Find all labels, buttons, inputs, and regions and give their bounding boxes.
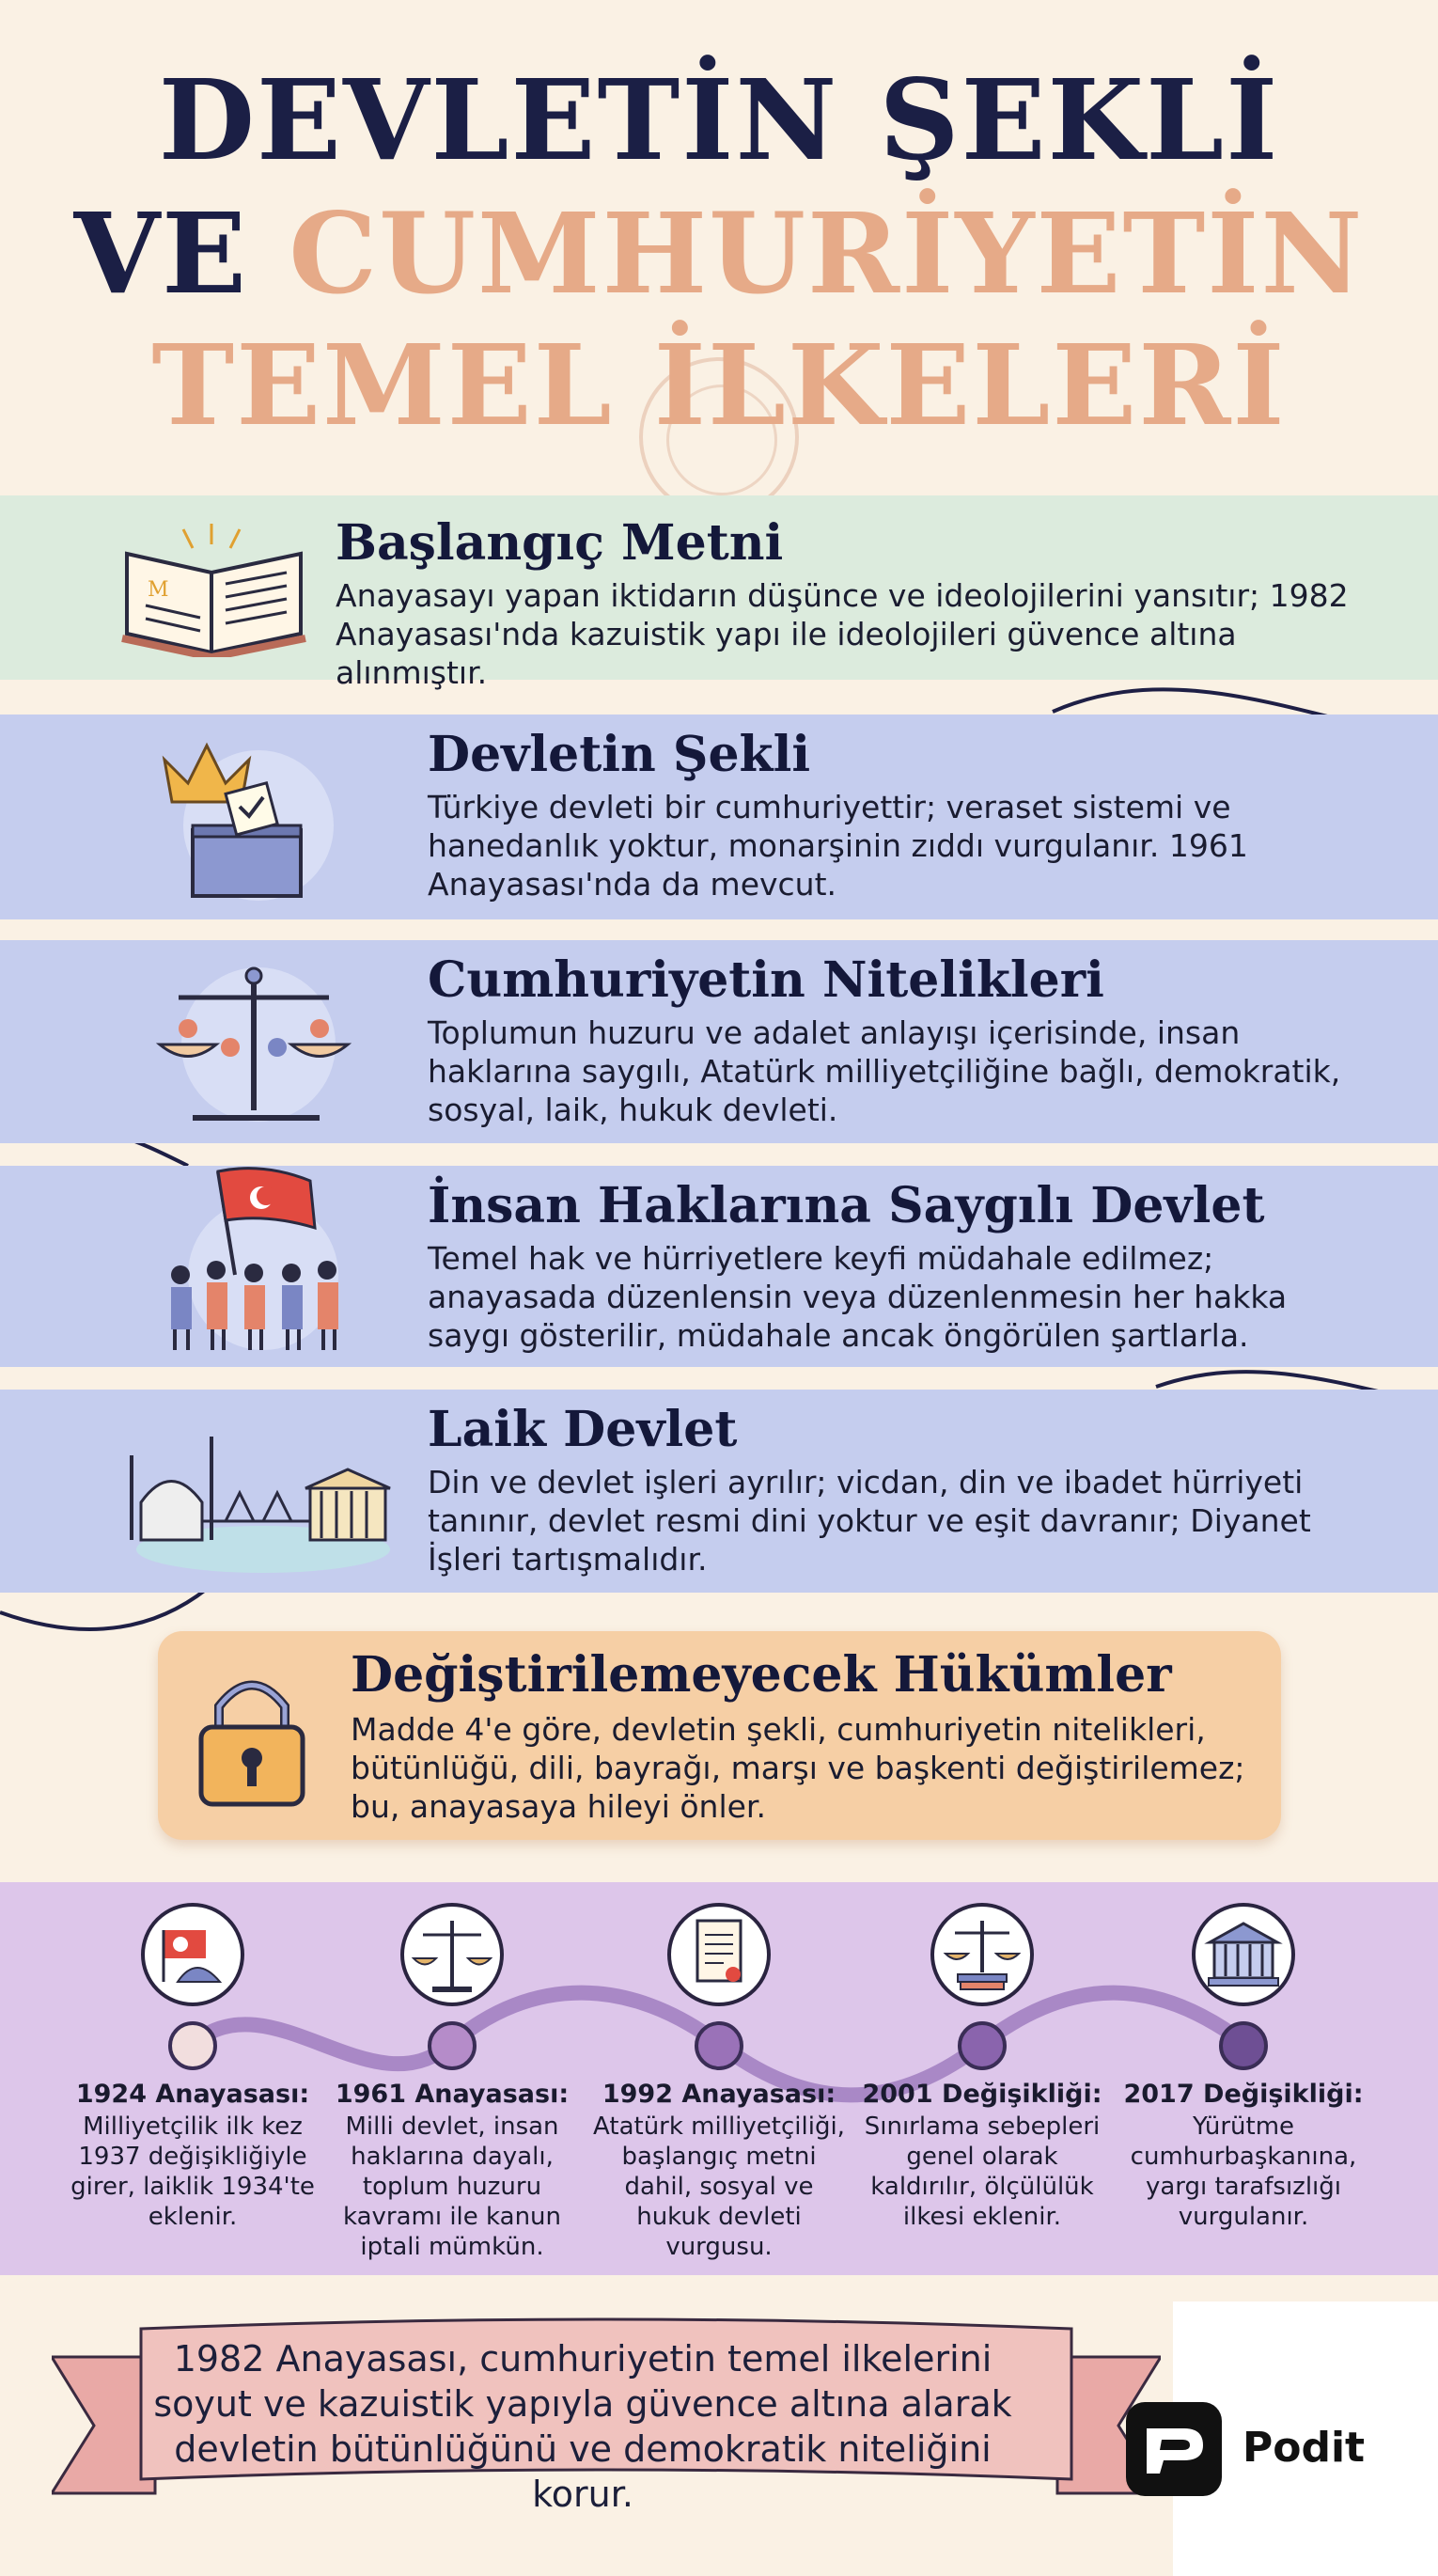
section-text: Toplumun huzuru ve adalet anlayışı içerisinde, insan haklarına saygılı, Atatürk milliyetçiliğine bağlı, demokratik, sosyal, laik, hukuk devleti.	[428, 1014, 1341, 1128]
section-text: Anayasayı yapan iktidarın düşünce ve ideolojilerini yansıtır; 1982 Anayasası'nda kazuistik yapı ile ideolojileri güvence altına alınmıştır.	[336, 577, 1349, 691]
section-devletin-sekli	[0, 715, 1438, 919]
padlock-icon	[195, 1669, 308, 1814]
section-heading: Başlangıç Metni	[336, 514, 784, 572]
section-text: Din ve devlet işleri ayrılır; vicdan, din ve ibadet hürriyeti tanınır, devlet resmi dini yoktur ve eşit davranır; Diyanet İşleri tartışmalıdır.	[428, 1464, 1311, 1578]
locked-heading: Değiştirilemeyecek Hükümler	[351, 1646, 1172, 1704]
section-cumhuriyetin-nitelikleri	[0, 940, 1438, 1143]
brand-name: Podit	[1243, 2424, 1366, 2472]
section-text: Türkiye devleti bir cumhuriyettir; veraset sistemi ve hanedanlık yoktur, monarşinin zıddı vurgulanır. 1961 Anayasası'nda da mevcut.	[428, 789, 1248, 903]
section-heading: Devletin Şekli	[428, 726, 811, 783]
timeline-title: 1992 Anayasası:	[602, 2080, 836, 2109]
timeline-dot	[428, 2021, 477, 2070]
document-icon	[667, 1903, 771, 2006]
timeline-title: 1924 Anayasası:	[75, 2080, 310, 2109]
timeline-dot	[1219, 2021, 1268, 2070]
flag-building-icon	[141, 1903, 244, 2006]
timeline-title: 2001 Değişikliği:	[862, 2080, 1102, 2109]
title-line-2-dark: VE	[73, 188, 249, 319]
scales-icon	[400, 1903, 504, 2006]
title-line-2	[0, 188, 1438, 319]
timeline-text: Atatürk milliyetçiliği, başlangıç metni dahil, sosyal ve hukuk devleti vurgusu.	[593, 2113, 845, 2261]
section-text: Temel hak ve hürriyetlere keyfi müdahale edilmez; anayasada düzenlensin veya düzenlenmesin her hakka saygı gösterilir, müdahale ancak öngörülen şartlarla.	[428, 1240, 1288, 1354]
courthouse-icon	[1192, 1903, 1295, 2006]
locked-provisions-card	[158, 1631, 1281, 1840]
timeline-title: 1961 Anayasası:	[335, 2080, 570, 2109]
timeline-dot	[695, 2021, 743, 2070]
open-book-icon	[117, 516, 310, 661]
podit-logo-icon	[1126, 2402, 1222, 2496]
timeline-text: Sınırlama sebepleri genel olarak kaldırılır, ölçülülük ilkesi eklenir.	[864, 2113, 1101, 2231]
timeline-text: Milli devlet, insan haklarına dayalı, toplum huzuru kavramı ile kanun iptali mümkün.	[342, 2113, 562, 2261]
timeline-text: Milliyetçilik ilk kez 1937 değişikliğiyle girer, laiklik 1934'te eklenir.	[70, 2113, 315, 2231]
conclusion-text: 1982 Anayasası, cumhuriyetin temel ilkelerini soyut ve kazuistik yapıyla güvence altına alarak devletin bütünlüğünü ve demokratik niteliğini korur.	[153, 2338, 1012, 2515]
scales-of-justice-icon	[155, 955, 352, 1133]
title-line-1: DEVLETİN ŞEKLİ	[158, 55, 1280, 185]
crown-ballot-box-icon	[155, 731, 352, 909]
timeline-text: Yürütme cumhurbaşkanına, yargı tarafsızlığı vurgulanır.	[1130, 2113, 1357, 2231]
section-insan-haklarina-saygili	[0, 1166, 1438, 1367]
scales-books-icon	[930, 1903, 1034, 2006]
title-line-3: TEMEL İLKELERİ	[151, 320, 1287, 450]
section-heading: Cumhuriyetin Nitelikleri	[428, 951, 1104, 1009]
timeline-dot	[958, 2021, 1007, 2070]
constitution-timeline	[0, 1882, 1438, 2275]
mosque-bridge-courthouse-icon	[122, 1408, 395, 1581]
timeline-title: 2017 Değişikliği:	[1123, 2080, 1364, 2109]
section-heading: Laik Devlet	[428, 1401, 738, 1458]
section-baslangic-metni	[0, 495, 1438, 691]
people-with-flag-icon	[160, 1162, 357, 1359]
timeline-dot	[168, 2021, 217, 2070]
svg-text:M: M	[148, 578, 169, 602]
locked-text: Madde 4'e göre, devletin şekli, cumhuriyetin nitelikleri, bütünlüğü, dili, bayrağı, marşı ve başkenti değiştirilemez; bu, anayasaya hileyi önler.	[351, 1711, 1245, 1825]
section-heading: İnsan Haklarına Saygılı Devlet	[428, 1177, 1265, 1234]
title-line-2-light: CUMHURİYETİN	[289, 188, 1365, 319]
section-laik-devlet	[0, 1390, 1438, 1593]
